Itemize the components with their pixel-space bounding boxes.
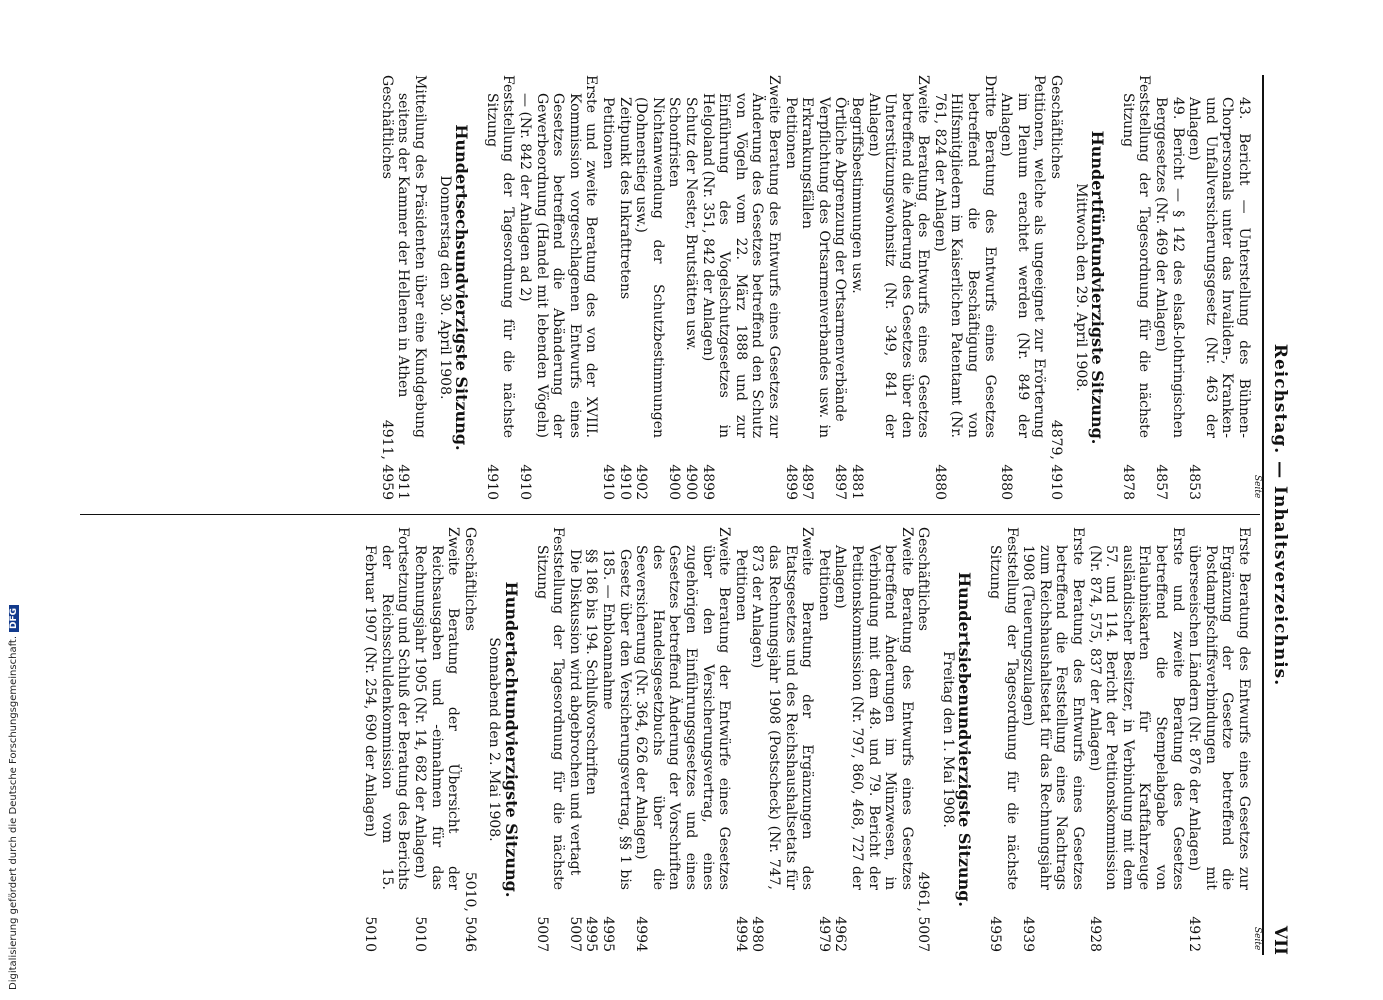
entry-text: Feststellung der Tagesordnung für die nächste Sitzung [483, 75, 517, 438]
entry-text: Zweite Beratung des Entwurfs eines Gesetzes betreffend die Änderung des Gesetzes über den Unterstützungswohnsitz (Nr. 349, 841 der Anlagen) [865, 75, 932, 438]
entry-text: Petitionen [732, 549, 749, 622]
session-heading: Hundertsechsundvierzigste Sitzung. [452, 124, 472, 451]
right-column [362, 527, 1252, 952]
entry-page-number: 4912 [1186, 916, 1203, 952]
toc-entry [633, 75, 666, 500]
toc-entry [782, 75, 799, 500]
entry-text: Begriffsbestimmungen usw. [848, 97, 865, 294]
toc-entry [412, 527, 462, 952]
toc-entry [1086, 527, 1186, 952]
entry-text: Geschäftliches [1048, 75, 1065, 179]
entry-page-number: 5010 [412, 916, 429, 952]
entry-text: Verpflichtung des Ortsarmenverbandes usw. in Erkrankungsfällen [799, 97, 832, 438]
entry-page-number: 4899 [699, 464, 716, 500]
left-column [378, 75, 1252, 500]
entry-page-number: 4962 [832, 916, 849, 952]
toc-entry [832, 527, 915, 952]
footer-text: Digitalisierung gefördert durch die Deutsche Forschungsgemeinschaft. [8, 635, 19, 990]
session-date: Freitag den 1. Mai 1908. [939, 651, 956, 828]
entry-page-number: 4878 [1119, 464, 1136, 500]
toc-entry [699, 75, 782, 500]
entry-page-number: 4880 [931, 464, 948, 500]
toc-entry [1119, 75, 1152, 500]
page-title: Reichstag. — Inhaltsverzeichnis. [1270, 343, 1290, 687]
toc-entry [682, 75, 699, 500]
toc-entry [583, 527, 600, 952]
seite-label-left: Seite [1252, 475, 1262, 499]
toc-entry [516, 75, 599, 500]
toc-entry [616, 75, 633, 500]
entry-text: Örtliche Abgrenzung der Ortsarmenverbände [832, 97, 849, 422]
session-date: Mittwoch den 29. April 1908. [1072, 183, 1089, 392]
entry-text: Erste Beratung des Entwurfs eines Gesetzes zur Ergänzung der Gesetze betreffend die Postdampfschiffsverbindungen mit überseeischen Ländern (Nr. 876 der Anlagen) [1186, 527, 1252, 890]
entry-page-number: 4857 [1153, 464, 1170, 500]
entry-text: 43. Bericht — Unterstellung des Bühnen-Chorpersonals unter das Invaliden-, Kranken- und Unfallversicherungsgesetz (Nr. 463 der Anlagen) [1186, 97, 1252, 438]
entry-text: Zeitpunkt des Inkrafttretens [616, 97, 633, 300]
toc-entry [378, 75, 395, 500]
toc-entry [815, 527, 832, 952]
entry-page-number: 4995 [583, 916, 600, 952]
entry-text: Geschäftliches [378, 75, 395, 179]
toc-entry [533, 527, 566, 952]
toc-entry [749, 527, 815, 952]
entry-text: Zweite Beratung des Entwurfs eines Gesetzes zur Änderung des Gesetzes betreffend den Schutz von Vögeln vom 22. März 1888 und zur Einführung des Vogelschutzgesetzes in Helgoland (Nr. 351, 842 der Anlagen) [699, 75, 782, 438]
toc-entry [566, 527, 583, 952]
toc-entry [395, 75, 428, 500]
entry-page-number: 4902 [633, 464, 650, 500]
toc-entry [998, 75, 1048, 500]
toc-entry [832, 75, 849, 500]
entry-page-number: 4897 [832, 464, 849, 500]
entry-page-number: 4853 [1186, 464, 1203, 500]
toc-entry [848, 75, 865, 500]
column-divider [80, 514, 1260, 515]
entry-text: Schutz der Nester, Brutstätten usw. [683, 97, 699, 351]
entry-text: Fortsetzung und Schluß der Beratung des Berichts der Reichsschuldenkommission vom 15. Februar 1907 (Nr. 254, 690 der Anlagen) [362, 527, 412, 890]
entry-page-number: 4959 [987, 916, 1004, 952]
entry-page-number: 4928 [1086, 916, 1103, 952]
entry-text: 49. Bericht — § 142 des elsaß-lothringischen Berggesetzes (Nr. 469 der Anlagen) [1153, 97, 1186, 438]
entry-text: Feststellung der Tagesordnung für die nächste Sitzung [533, 527, 567, 890]
entry-text: Zweite Beratung des Entwurfs eines Gesetzes betreffend Änderungen im Münzwesen, in Verbindung mit dem 48. und 79. Bericht der Petitionskommission (Nr. 797, 860, 468, 727 der Anlagen) [832, 527, 915, 890]
entry-text: Nichtanwendung der Schutzbestimmungen (Dohnenstieg usw.) [633, 97, 666, 438]
toc-entry [1186, 527, 1252, 952]
entry-page-number: 4880 [998, 464, 1015, 500]
entry-text: Feststellung der Tagesordnung für die nächste Sitzung [987, 527, 1020, 890]
entry-page-number: 4910 [600, 464, 617, 500]
toc-entry [987, 527, 1020, 952]
toc-entry [1186, 75, 1252, 500]
entry-page-number: 4911, 4959 [378, 419, 395, 500]
toc-entry [1020, 527, 1086, 952]
digitization-footer [8, 605, 19, 990]
entry-text: §§ 186 bis 194. Schlußvorschriften [583, 549, 600, 795]
entry-text: Erste und zweite Beratung des von der XVIII. Kommission vorgeschlagenen Entwurfs eines Gesetzes betreffend die Abänderung der Gewerbeordnung (Handel mit lebenden Vögeln) — (Nr. 842 der Anlagen ad 2) [517, 75, 600, 438]
toc-entry [362, 527, 412, 952]
entry-text: Petitionen [815, 549, 832, 622]
toc-entry [1152, 75, 1185, 500]
page-header [1262, 75, 1290, 955]
toc-entry [483, 75, 516, 500]
toc-entry [931, 75, 997, 500]
seite-label-right: Seite [1252, 927, 1262, 951]
entry-page-number: 5010 [362, 916, 379, 952]
toc-entry [633, 527, 733, 952]
entry-page-number: 4980 [749, 916, 766, 952]
entry-page-number: 4899 [782, 464, 799, 500]
entry-page-number: 4879, 4910 [1048, 419, 1065, 500]
dfg-logo: DFG [9, 605, 19, 632]
entry-text: Petitionen [600, 97, 617, 170]
toc-entry [865, 75, 931, 500]
entry-text: Zweite Beratung der Ergänzungen des Etatsgesetzes und des Reichshaushaltsetats für das Rechnungsjahr 1908 (Postscheck) (Nr. 747, 873 der Anlagen) [749, 527, 816, 890]
session-date: Donnerstag den 30. April 1908. [436, 175, 453, 400]
entry-text: Mitteilung des Präsidenten über eine Kundgebung seitens der Kammer der Hellenen in Athen [395, 75, 429, 438]
toc-entry [599, 75, 616, 500]
entry-page-number: 4979 [815, 916, 832, 952]
toc-entry [599, 527, 632, 952]
entry-text: Erste und zweite Beratung des Gesetzes betreffend die Stempelabgabe von Erlaubniskarten für Kraftfahrzeuge ausländischer Besitzer, in Verbindung mit dem 57. und 114. Bericht der Petitionskommission (Nr. 874, 575, 837 der Anlagen) [1086, 527, 1186, 890]
entry-text: Zweite Beratung der Entwürfe eines Gesetzes über den Versicherungsvertrag, eines zugehörigen Einführungsgesetzes und eines Gesetzes betreffend Änderung der Vorschriften des Handelsgesetzbuchs über die Seeversicherung (Nr. 364, 626 der Anlagen) [633, 527, 733, 890]
session-date: Sonnabend den 2. Mai 1908. [486, 637, 503, 842]
toc-entry [461, 527, 478, 952]
entry-page-number: 4994 [732, 916, 749, 952]
entry-page-number: 5007 [533, 916, 550, 952]
entry-page-number: 4910 [483, 464, 500, 500]
entry-page-number: 4994 [633, 916, 650, 952]
entry-text: Feststellung der Tagesordnung für die nächste Sitzung [1119, 75, 1153, 438]
toc-entry [732, 527, 749, 952]
entry-page-number: 4939 [1020, 916, 1037, 952]
toc-entry [915, 527, 932, 952]
entry-text: Petitionen [782, 97, 799, 170]
entry-page-number: 4897 [799, 464, 816, 500]
entry-page-number: 4995 [600, 916, 617, 952]
entry-page-number: 4961, 5007 [915, 871, 932, 952]
entry-text: Geschäftliches [915, 527, 932, 631]
document-page [75, 75, 1290, 955]
entry-text: Zweite Beratung der Übersicht der Reichsausgaben und -einnahmen für das Rechnungsjahr 1905 (Nr. 14, 682 der Anlagen) [412, 527, 462, 890]
entry-text: Gesetz über den Versicherungsvertrag, §§ 1 bis 185. — Enbloannahme [600, 549, 633, 890]
entry-text: Geschäftliches [461, 527, 478, 631]
session-heading: Hundertfünfundvierzigste Sitzung. [1088, 130, 1108, 445]
session-heading: Hundertachtundvierzigste Sitzung. [502, 581, 522, 898]
toc-entry [1047, 75, 1064, 500]
entry-page-number: 4910 [616, 464, 633, 500]
entry-text: Erste Beratung des Entwurfs eines Gesetzes betreffend die Feststellung eines Nachtrags zum Reichshaushaltsetat für das Rechnungsjahr 1908 (Teuerungszulagen) [1020, 527, 1087, 890]
toc-entry [666, 75, 683, 500]
entry-text: Schonfristen [666, 97, 683, 188]
session-heading: Hundertsiebenundvierzigste Sitzung. [955, 572, 975, 907]
entry-page-number: 4900 [683, 464, 699, 500]
entry-page-number: 5007 [566, 916, 583, 952]
page-number: VII [1270, 925, 1290, 955]
entry-page-number: 4911 [395, 464, 412, 500]
entry-page-number: 4900 [666, 464, 683, 500]
entry-page-number: 4881 [848, 464, 865, 500]
toc-entry [799, 75, 832, 500]
entry-page-number: 5010, 5046 [461, 871, 478, 952]
entry-text: Petitionen, welche als ungeeignet zur Erörterung im Plenum erachtet werden (Nr. 849 der Anlagen) [998, 75, 1048, 438]
entry-page-number: 4910 [517, 464, 534, 500]
entry-text: Die Diskussion wird abgebrochen und vertagt [566, 549, 583, 876]
entry-text: Dritte Beratung des Entwurfs eines Gesetzes betreffend die Beschäftigung von Hilfsmitgliedern im Kaiserlichen Patentamt (Nr. 761, 824 der Anlagen) [931, 75, 998, 438]
